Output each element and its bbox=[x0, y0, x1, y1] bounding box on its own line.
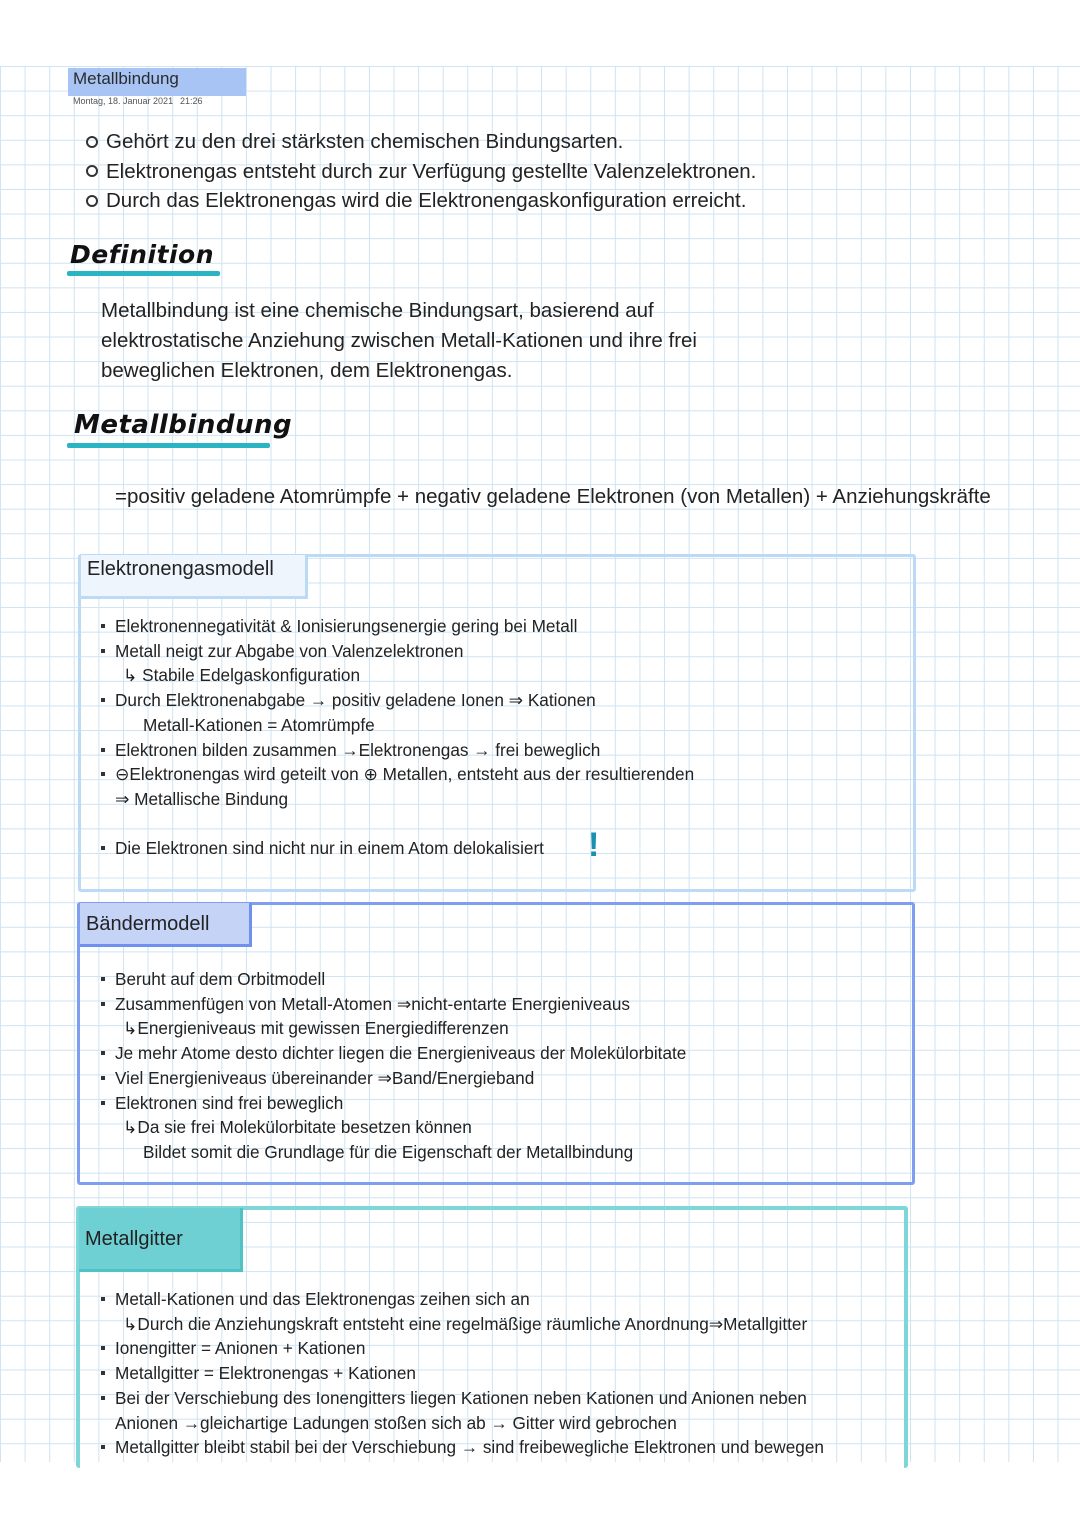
list-item: ↳Energieniveaus mit gewissen Energiedifferenzen bbox=[123, 1018, 509, 1039]
list-item: Gehört zu den drei stärksten chemischen Bindungsarten. bbox=[86, 127, 756, 157]
list-item: Die Elektronen sind nicht nur in einem Atom delokalisiert bbox=[115, 836, 694, 861]
list-item: Beruht auf dem Orbitmodell bbox=[115, 967, 686, 992]
definition-heading: Definition bbox=[70, 240, 215, 269]
list-item: ⇒ Metallische Bindung bbox=[115, 788, 288, 809]
circle-bullet-icon bbox=[86, 195, 98, 207]
metallbindung-underline bbox=[67, 443, 270, 448]
gitter-title: Metallgitter bbox=[79, 1208, 243, 1272]
list-item: Ionengitter = Anionen + Kationen bbox=[115, 1336, 824, 1361]
metallbindung-heading: Metallbindung bbox=[74, 410, 293, 440]
list-item: Metallgitter = Elektronengas + Kationen bbox=[115, 1361, 824, 1386]
list-item: Bei der Verschiebung des Ionengitters liegen Kationen neben Kationen und Anionen neben bbox=[115, 1386, 824, 1411]
list-item: Je mehr Atome desto dichter liegen die Energieniveaus der Molekülorbitate bbox=[115, 1041, 686, 1066]
elektronengas-list bbox=[115, 614, 694, 861]
definition-underline bbox=[67, 271, 220, 276]
list-item: Elektronen bilden zusammen →Elektronengas → frei beweglich bbox=[115, 738, 694, 763]
list-item: Anionen →gleichartige Ladungen stoßen sich ab → Gitter wird gebrochen bbox=[115, 1412, 677, 1433]
elektronengas-title: Elektronengasmodell bbox=[81, 555, 308, 599]
list-item: Metall neigt zur Abgabe von Valenzelektronen bbox=[115, 639, 694, 664]
gitter-list bbox=[115, 1287, 824, 1460]
list-item: Durch das Elektronengas wird die Elektronengaskonfiguration erreicht. bbox=[86, 186, 756, 216]
list-item: ⊖Elektronengas wird geteilt von ⊕ Metallen, entsteht aus der resultierenden bbox=[115, 762, 694, 787]
list-item: Metall-Kationen und das Elektronengas zeihen sich an bbox=[115, 1287, 824, 1312]
list-item: Metallgitter bleibt stabil bei der Verschiebung → sind freibewegliche Elektronen und bewegen bbox=[115, 1435, 824, 1460]
list-item: Durch Elektronenabgabe → positiv geladene Ionen ⇒ Kationen bbox=[115, 688, 694, 713]
list-item: ↳Da sie frei Molekülorbitate besetzen können bbox=[123, 1117, 472, 1138]
circle-bullet-icon bbox=[86, 136, 98, 148]
page-date: Montag, 18. Januar 2021 bbox=[73, 96, 174, 106]
list-item: Bildet somit die Grundlage für die Eigenschaft der Metallbindung bbox=[143, 1141, 634, 1162]
baender-list bbox=[115, 967, 686, 1165]
list-item: Viel Energieniveaus übereinander ⇒Band/Energieband bbox=[115, 1066, 686, 1091]
definition-text: Metallbindung ist eine chemische Bindungsart, basierend auf elektrostatische Anziehung zwischen Metall-Kationen und ihre frei beweglichen Elektronen, dem Elektronengas. bbox=[101, 299, 697, 382]
circle-bullet-icon bbox=[86, 165, 98, 177]
intro-list bbox=[86, 127, 756, 216]
list-item: ↳ Stabile Edelgaskonfiguration bbox=[123, 665, 361, 686]
list-item: Elektronen sind frei beweglich bbox=[115, 1091, 686, 1116]
exclamation-icon: ! bbox=[588, 826, 600, 864]
list-item: Zusammenfügen von Metall-Atomen ⇒nicht-entarte Energieniveaus bbox=[115, 992, 686, 1017]
page-title: Metallbindung bbox=[73, 69, 179, 88]
list-item: Elektronengas entsteht durch zur Verfügung gestellte Valenzelektronen. bbox=[86, 157, 756, 187]
formula: =positiv geladene Atomrümpfe + negativ geladene Elektronen (von Metallen) + Anziehungskräfte bbox=[115, 485, 991, 508]
page-time: 21:26 bbox=[180, 96, 203, 106]
baender-title: Bändermodell bbox=[80, 903, 252, 947]
list-item: Elektronennegativität & Ionisierungsenergie gering bei Metall bbox=[115, 614, 694, 639]
list-item: Metall-Kationen = Atomrümpfe bbox=[143, 714, 375, 735]
list-item: ↳Durch die Anziehungskraft entsteht eine regelmäßige räumliche Anordnung⇒Metallgitter bbox=[123, 1313, 808, 1334]
